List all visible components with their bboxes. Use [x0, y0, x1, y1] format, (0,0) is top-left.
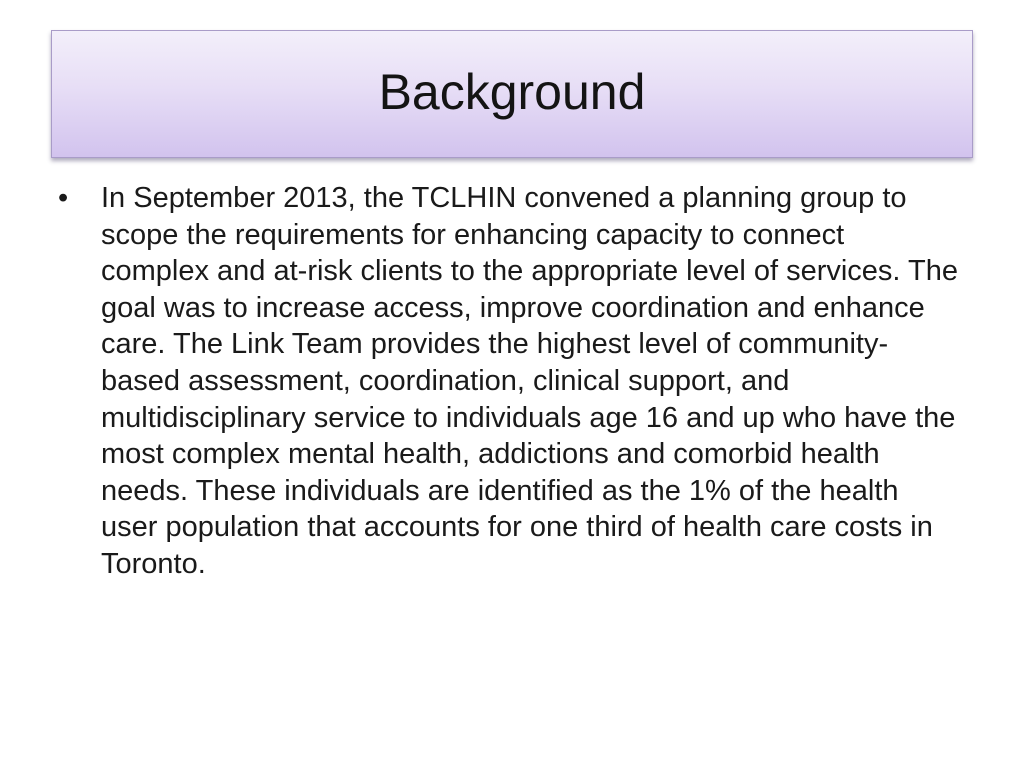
bullet-item — [58, 180, 958, 583]
slide-body — [58, 180, 958, 583]
slide-title: Background — [378, 64, 646, 120]
bullet-list — [58, 180, 958, 583]
bullet-icon: • — [58, 182, 69, 214]
title-box — [51, 30, 973, 158]
bullet-text: In September 2013, the TCLHIN convened a planning group to scope the requirements for enhancing capacity to connect complex and at-risk clients to the appropriate level of services. The goal was to increase access, improve coordination and enhance care. The Link Team provides the highest level of community-based assessment, coordination, clinical support, and multidisciplinary service to individuals age 16 and up who have the most complex mental health, addictions and comorbid health needs. These individuals are identified as the 1% of the health user population that accounts for one third of health care costs in Toronto. — [101, 182, 958, 580]
